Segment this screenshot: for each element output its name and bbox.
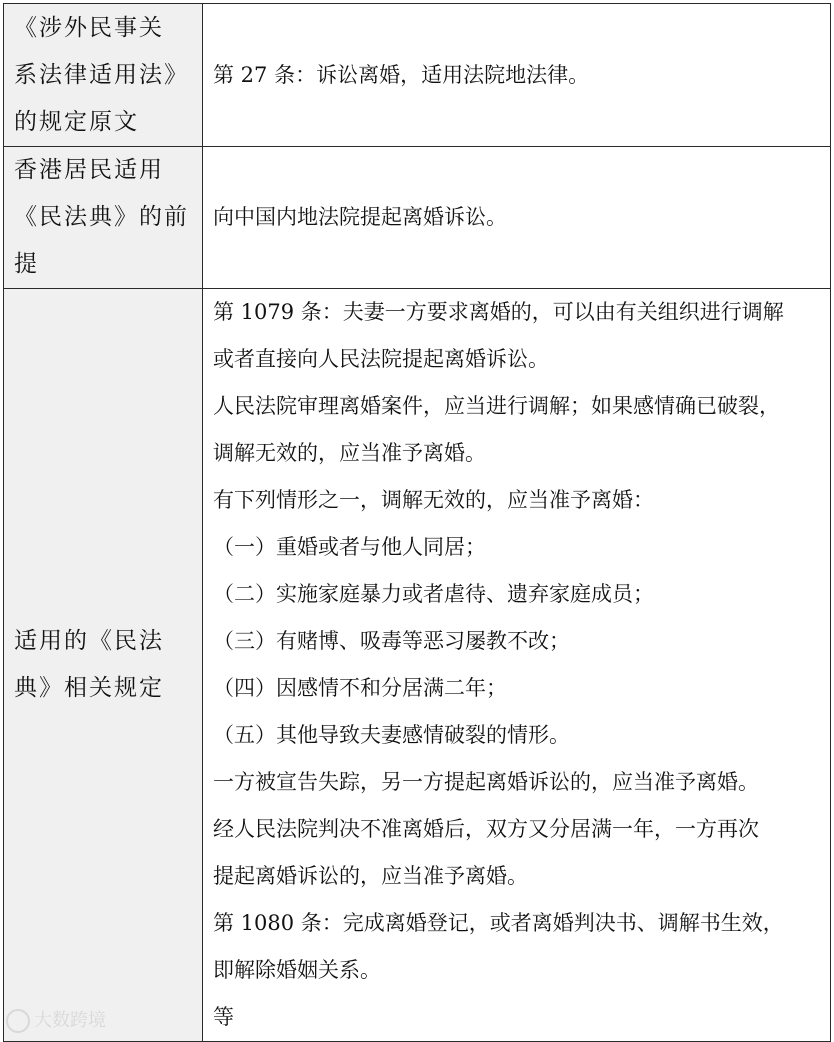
label-line: 典》相关规定 xyxy=(14,675,164,701)
row-content xyxy=(203,4,831,147)
content-line: （五）其他导致夫妻感情破裂的情形。 xyxy=(213,723,570,747)
row-label xyxy=(4,289,203,1042)
content-line: 人民法院审理离婚案件，应当进行调解；如果感情确已破裂， xyxy=(213,394,780,418)
content-line: 或者直接向人民法院提起离婚诉讼。 xyxy=(213,347,549,371)
content-line: 第 1080 条：完成离婚登记，或者离婚判决书、调解书生效， xyxy=(213,911,784,935)
table-row xyxy=(4,289,831,1042)
table-row xyxy=(4,147,831,289)
content-line: 第 1079 条：夫妻一方要求离婚的，可以由有关组织进行调解 xyxy=(213,300,784,324)
label-line: 《民法典》的前 xyxy=(14,204,189,230)
content-line: 有下列情形之一，调解无效的，应当准予离婚： xyxy=(213,488,654,512)
content-line: 经人民法院判决不准离婚后，双方又分居满一年，一方再次 xyxy=(213,817,759,841)
content-line: （二）实施家庭暴力或者虐待、遗弃家庭成员； xyxy=(213,582,654,606)
content-line: 一方被宣告失踪，另一方提起离婚诉讼的，应当准予离婚。 xyxy=(213,770,759,794)
label-line: 《涉外民事关 xyxy=(14,14,164,41)
content-line: （一）重婚或者与他人同居； xyxy=(213,535,486,559)
content-line: 调解无效的，应当准予离婚。 xyxy=(213,441,486,465)
label-line: 提 xyxy=(14,251,39,277)
content-line: 第 27 条：诉讼离婚，适用法院地法律。 xyxy=(213,62,590,87)
content-line: （三）有赌博、吸毒等恶习屡教不改； xyxy=(213,629,570,653)
content-line: 即解除婚姻关系。 xyxy=(213,958,381,982)
watermark-text: 大数跨境 xyxy=(34,1010,106,1031)
content-line: （四）因感情不和分居满二年； xyxy=(213,676,507,700)
label-line: 适用的《民法 xyxy=(14,628,164,654)
label-line: 系法律适用法》 xyxy=(14,61,189,88)
watermark xyxy=(6,1006,106,1033)
label-line: 香港居民适用 xyxy=(14,157,164,183)
content-line: 提起离婚诉讼的，应当准予离婚。 xyxy=(213,864,528,888)
content-line: 向中国内地法院提起离婚诉讼。 xyxy=(213,205,507,229)
table-row xyxy=(4,4,831,147)
row-label xyxy=(4,147,203,289)
content-line: 等 xyxy=(213,1005,234,1029)
watermark-logo-icon xyxy=(6,1009,30,1033)
row-content xyxy=(203,289,831,1042)
row-label xyxy=(4,4,203,147)
label-line: 的规定原文 xyxy=(14,108,139,135)
row-content xyxy=(203,147,831,289)
law-comparison-table xyxy=(3,3,831,1042)
